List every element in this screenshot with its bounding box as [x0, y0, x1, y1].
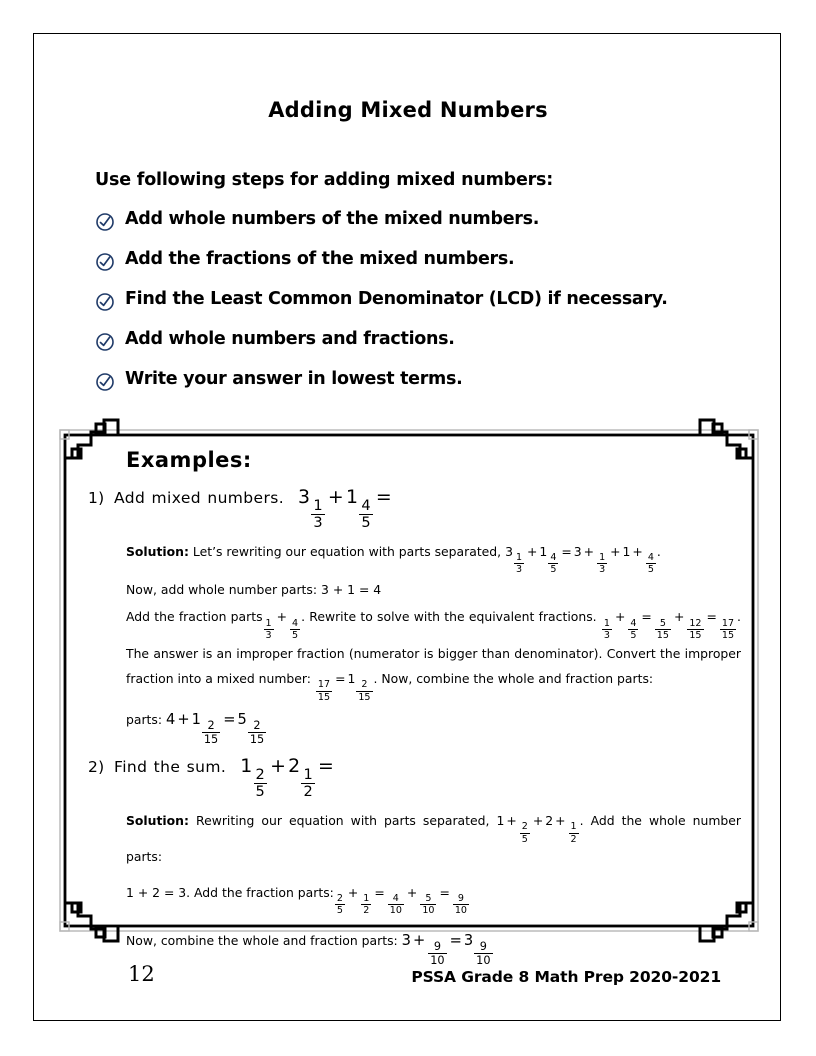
solution-2-line-1: Solution: Rewriting our equation with parts separated, 1 + $\frac{2}{5}$ + 2 + $\frac{1}{2}$ . Add the whole number parts: [126, 812, 741, 865]
circled-check-icon [95, 332, 115, 352]
examples-heading: Examples: [126, 448, 252, 472]
circled-check-icon [95, 252, 115, 272]
problem-2-number: 2) [88, 758, 105, 777]
circled-check-icon [95, 372, 115, 392]
step-item [95, 370, 715, 392]
problem-2-header [88, 755, 741, 800]
problem-1-number: 1) [88, 489, 105, 507]
problem-2-solution [126, 808, 741, 967]
step-label: Find the Least Common Denominator (LCD) if necessary. [125, 289, 668, 309]
examples-frame [48, 418, 770, 968]
intro-text: Use following steps for adding mixed numbers: [95, 170, 554, 190]
step-label: Add whole numbers and fractions. [125, 329, 455, 349]
step-item [95, 330, 715, 352]
step-label: Write your answer in lowest terms. [125, 369, 463, 389]
problem-2-expression: 1 $\frac{2}{5}$ + 2 $\frac{1}{2}$ = [240, 755, 335, 801]
problem-1-header [88, 486, 741, 531]
circled-check-icon [95, 292, 115, 312]
step-label: Add the fractions of the mixed numbers. [125, 249, 515, 269]
problem-1-expression: 3 $\frac{1}{3}$ + 1 $\frac{4}{5}$ = [298, 486, 393, 532]
step-item [95, 290, 715, 312]
solution-label: Solution: [126, 543, 189, 559]
steps-section [95, 170, 715, 410]
example-problem-1 [88, 486, 741, 746]
circled-check-icon [95, 212, 115, 232]
solution-1-line-3: Add the fraction parts $\frac{1}{3}$ + $\frac{4}{5}$ . Rewrite to solve with the equivalent fractions. $\frac{1}{3}$ + $\frac{4}{5}$ = $\frac{5}{15}$ + $\frac{12}{15}$ = $\frac{17}{15}$ . The answer is an improper fraction (numerator is bigger than denominator). Convert the improper fraction into a mixed number: $\frac{17}{15}$ = 1 $\frac{2}{15}$ . Now, combine the whole and fraction parts: [126, 609, 741, 704]
solution-2-line-2: 1 + 2 = 3. Add the fraction parts: $\frac{2}{5}$ + $\frac{1}{2}$ = $\frac{4}{10}$ + $\frac{5}{10}$ = $\frac{9}{10}$ [126, 884, 468, 917]
page-title: Adding Mixed Numbers [268, 98, 548, 122]
problem-1-solution [126, 539, 741, 746]
solution-1-line-2: Now, add whole number parts: 3 + 1 = 4 [126, 581, 382, 597]
solution-1-line-4: parts: 4 + 1 $\frac{2}{15}$ = 5 $\frac{2}{15}$ [126, 710, 265, 746]
page-number: 12 [128, 962, 155, 986]
problem-2-prompt: Find the sum. [114, 758, 227, 777]
solution-2-line-3: Now, combine the whole and fraction parts: 3 + $\frac{9}{10}$ = 3 $\frac{9}{10}$ [126, 932, 491, 968]
book-title-footer: PSSA Grade 8 Math Prep 2020-2021 [411, 968, 721, 986]
solution-label: Solution: [126, 812, 189, 828]
problem-1-prompt: Add mixed numbers. [114, 489, 285, 507]
example-problem-2 [88, 755, 741, 968]
step-label: Add whole numbers of the mixed numbers. [125, 209, 540, 229]
step-item [95, 250, 715, 272]
solution-1-line-1: Solution: Let’s rewriting our equation with parts separated, 3 $\frac{1}{3}$ + 1 $\frac{4}{5}$ = 3 + $\frac{1}{3}$ + 1 + $\frac{4}{5}$ . [126, 543, 661, 576]
examples-content [88, 448, 741, 973]
step-item [95, 210, 715, 232]
